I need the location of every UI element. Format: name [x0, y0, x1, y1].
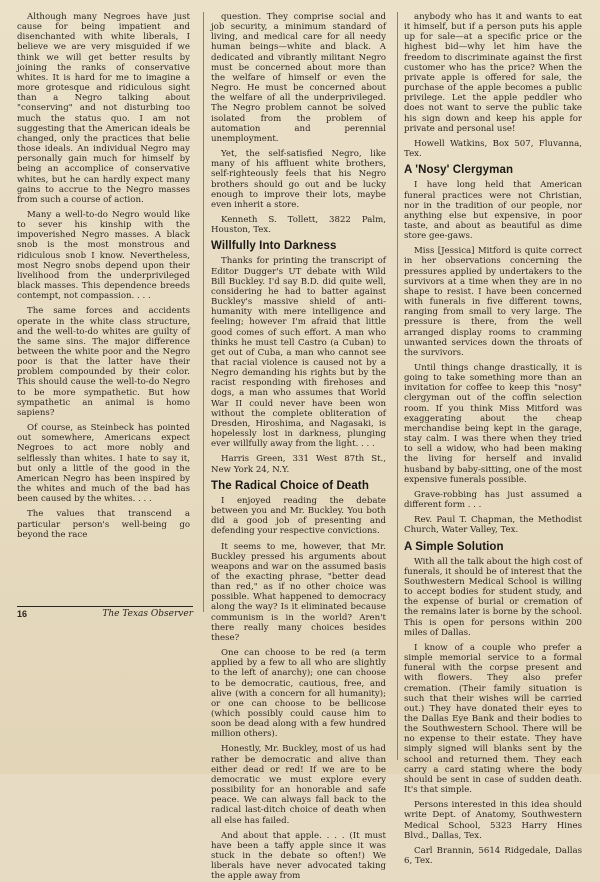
heading-willfully-into-darkness: Willfully Into Darkness [211, 240, 337, 253]
magazine-name: The Texas Observer [102, 609, 193, 619]
paragraph: With all the talk about the high cost of funerals, it should be of interest that the Southwestern Medical School is willing to accept bodies for student study, and the expense of burial or cremation of the remains later is borne by the school. This is open for persons within 200 miles of Dallas. [404, 556, 582, 638]
paragraph: anybody who has it and wants to eat it himself, but if a person puts his apple up for sale—at a specific price or the highest bid—why let him have the freedom to discriminate against the first customer who has the price? When the private apple is offered for sale, the purchase of the apple becomes a public privilege. Let the apple peddler who does not want to serve the public take his sign down and keep his apple for private and personal use! [404, 12, 582, 134]
signature-brannin: Carl Brannin, 5614 Ridgedale, Dallas 6, Tex. [404, 845, 582, 867]
paragraph: One can choose to be red (a term applied by a few to all who are slightly to the left of anarchy); one can choose to be democratic, cautious, free, and alive (with a concern for all humanity); or one can choose to be bellicose (which possibly could cause him to soon be dead along with a few hundred million others). [211, 648, 386, 740]
column-middle [211, 12, 386, 882]
letter-green [211, 256, 386, 449]
paragraph: It seems to me, however, that Mr. Buckley pressed his arguments about weapons and war on the assumed basis of the exacting phrase, "better dead than red," as if no other choice was possible. What happened to democracy along the way? Is it eliminated because communism is in the world? Aren't there really many choices besides these? [211, 541, 386, 643]
column-divider [397, 12, 398, 760]
letter-tollett-part1 [17, 12, 190, 540]
page-number: 16 [17, 609, 28, 619]
paragraph: I know of a couple who prefer a simple memorial service to a formal funeral with the corpse present and with flowers. They also prefer cremation. (Their family situation is such that their wishes will be carried out.) They have donated their eyes to the Dallas Eye Bank and their bodies to the Southwestern School. There will be no expense to their estate. They have simply signed will blanks sent by the school and returned them. They each carry a card stating where the body should be sent in case of sudden death. It's that simple. [404, 642, 582, 796]
signature-tollett: Kenneth S. Tollett, 3822 Palm, Houston, Tex. [211, 214, 386, 236]
paragraph: Miss [Jessica] Mitford is quite correct in her observations concerning the pressures applied by undertakers to the survivors at a time when they are in no shape to resist. I have been concerned with funerals in five different towns, ranging from small to very large. The pressure is there, from the well arranged display rooms to cramming unwanted services down the throats of the survivors. [404, 246, 582, 358]
letter-watkins-part1 [211, 496, 386, 882]
column-divider [203, 12, 204, 612]
letter-chapman [404, 180, 582, 510]
paragraph: question. They comprise social and job security, a minimum standard of living, and medical care for all needy human beings—white and black. A dedicated and vibrantly militant Negro must be concerned about more than the welfare of himself or even the Negro. He must be concerned about the welfare of all the underprivileged. The Negro problem cannot be solved isolated from the problem of automation and perennial unemployment. [211, 12, 386, 144]
paragraph: The values that transcend a particular person's well-being go beyond the race [17, 509, 190, 540]
letter-watkins-part2 [404, 12, 582, 134]
paragraph: Persons interested in this idea should write Dept. of Anatomy, Southwestern Medical School, 5323 Harry Hines Blvd., Dallas, Tex. [404, 800, 582, 841]
paragraph: The same forces and accidents operate in the white class structure, and the well-to-do whites are guilty of the same sins. The major difference between the white poor and the Negro poor is that the latter have their problem compounded by their color. This should cause the well-to-do Negro to be more sympathetic. But how sympathetic an animal is homo sapiens? [17, 306, 190, 418]
paragraph: Of course, as Steinbeck has pointed out somewhere, Americans expect Negroes to act more nobly and selflessly than whites. I hate to say it, but only a little of the good in the American Negro has been inspired by the whites and much of the bad has been caused by the whites. . . . [17, 423, 190, 505]
paragraph: And about that apple. . . . (It must have been a taffy apple since it was stuck in the debate so often!) We liberals have never advocated taking the apple away from [211, 830, 386, 882]
signature-chapman: Rev. Paul T. Chapman, the Methodist Church, Water Valley, Tex. [404, 515, 582, 536]
heading-radical-choice-of-death: The Radical Choice of Death [211, 479, 369, 492]
paragraph: I enjoyed reading the debate between you and Mr. Buckley. You both did a good job of presenting and defending your respective convictions. [211, 495, 386, 537]
letter-tollett-part2 [211, 12, 386, 210]
letter-brannin [404, 557, 582, 841]
paragraph: I have long held that American funeral practices were not Christian, nor in the tradition of our people, nor anything else but expensive, in poor taste, and about as beautiful as dime store gee-gaws. [404, 180, 582, 242]
paragraph: Many a well-to-do Negro would like to sever his kinship with the impoverished Negro masses. A black snob is the most monstrous and ridiculous snob I know. Nevertheless, most Negro snobs depend upon their livelihood from the underprivileged black masses. This dependence breeds contempt, not compassion. . . . [17, 209, 190, 302]
paragraph: Thanks for printing the transcript of Editor Dugger's UT debate with Wild Bill Buckley. I'd say B.D. did quite well, considering he had to batter against Buckley's massive shield of anti-humanity with mere intelligence and feeling; however I'm afraid that little good comes of such effort. A man who thinks he must tell Castro (a Cuban) to get out of Cuba, a man who cannot see that racial violence is caused not by a Negro demanding his rights but by the racist responding with firehoses and dogs, a man who assumes that World War II could never have been won without the complete obliteration of Dresden, Hiroshima, and Nagasaki, is hopelessly lost in darkness, plunging ever willfully away from the light. . . . [211, 256, 386, 450]
paragraph: Yet, the self-satisfied Negro, like many of his affluent white brothers, self-righteously feels that his Negro brothers should go out and be lucky enough to improve their lots, maybe even inherit a store. [211, 149, 386, 210]
signature-green: Harris Green, 331 West 87th St., New York 24, N.Y. [211, 454, 386, 475]
paragraph: Until things change drastically, it is going to take something more than an invitation for coffee to keep this "nosy" clergyman out of the coffin selection room. If you think Miss Mitford was exaggerating about the cheap merchandise being kept in the garage, stay calm. I was there when they tried to sell a widow, who had been making the living for herself and invalid husband by baby-sitting, one of the most expensive funerals possible. [404, 363, 582, 485]
signature-watkins: Howell Watkins, Box 507, Fluvanna, Tex. [404, 138, 582, 160]
heading-nosy-clergyman: A 'Nosy' Clergyman [404, 164, 514, 177]
paragraph: Grave-robbing has just assumed a different form . . . [404, 489, 582, 511]
paragraph: Although many Negroes have just cause for being impatient and disenchanted with white liberals, I believe we are very misguided if we think we will get better results by joining the ranks of conservative whites. It is hard for me to imagine a more grotesque and ridiculous sight than a Negro talking about "conserving" and not disturbing too much the status quo. I am not suggesting that the American ideals be changed, only the practices that belie those ideals. An individual Negro may personally gain much for himself by being an accomplice of conservative whites, but he can hardly expect many gains to accrue to the Negro masses from such a course of action. [17, 12, 190, 205]
heading-simple-solution: A Simple Solution [404, 540, 504, 553]
page-footer [17, 606, 193, 619]
column-right [404, 12, 582, 867]
column-left [17, 12, 190, 612]
paragraph: Honestly, Mr. Buckley, most of us had rather be democratic and alive than either dead or red! If we are to be democratic we must explore every possibility for an honorable and safe peace. We can always fall back to the radical last-ditch choice of death when all else has failed. [211, 744, 386, 826]
